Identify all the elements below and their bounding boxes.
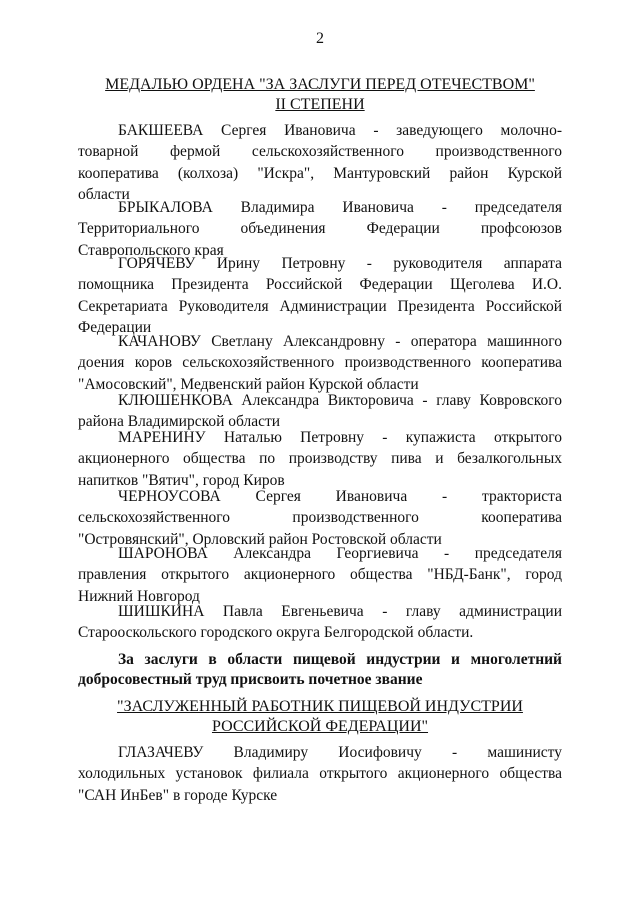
entry-line: "Островянский", Орловский район Ростовской области [78,530,442,548]
entry-line: Секретариата Руководителя Администрации Президента Российской [78,297,562,315]
entry-line: ЧЕРНОУСОВА Сергея Ивановича - тракториста [118,488,562,505]
entry-line: Территориального объединения Федерации профсоюзов [78,220,562,238]
award-heading-line: II СТЕПЕНИ [275,96,365,113]
award-entry [78,601,562,644]
entry-line: кооператива (колхоза) "Искра", Мантуровский район Курской [78,164,562,182]
entry-line: "Амосовский", Медвенский район Курской области [78,375,419,393]
title-heading-line: "ЗАСЛУЖЕННЫЙ РАБОТНИК ПИЩЕВОЙ ИНДУСТРИИ [117,698,523,715]
award-entry [78,197,562,261]
award-heading [60,75,580,115]
entry-line: Федерации [78,318,152,336]
entry-line: КАЧАНОВУ Светлану Александровну - оператора машинного [118,333,562,350]
entry-line: "САН ИнБев" в городе Курске [78,786,278,804]
award-heading-line: МЕДАЛЬЮ ОРДЕНА "ЗА ЗАСЛУГИ ПЕРЕД ОТЕЧЕСТВОМ" [105,76,535,93]
entry-line: напитков "Вятич", город Киров [78,471,285,489]
entry-line: КЛЮШЕНКОВА Александра Викторовича - главу Ковровского [118,392,562,409]
entry-line: ШИШКИНА Павла Евгеньевича - главу администрации [118,603,562,620]
entry-line: помощника Президента Российской Федерации Щеголева И.О. [78,276,562,294]
entry-line: Старооскольского городского округа Белгородской области. [78,624,474,642]
entry-line: области [78,185,130,203]
entry-line: ГЛАЗАЧЕВУ Владимиру Иосифовичу - машинисту [118,744,562,761]
entry-line: ШАРОНОВА Александра Георгиевича - председателя [118,545,562,562]
entry-line: доения коров сельскохозяйственного производственного кооператива [78,354,562,372]
entry-line: БРЫКАЛОВА Владимира Ивановича - председателя [118,199,562,216]
intro-line: добросовестный труд присвоить почетное звание [78,671,423,688]
entry-line: сельскохозяйственного производственного кооператива [78,509,562,527]
entry-line: БАКШЕЕВА Сергея Ивановича - заведующего молочно- [118,122,562,139]
award-entry [78,427,562,491]
entry-line: ГОРЯЧЕВУ Ирину Петровну - руководителя аппарата [118,255,562,272]
final-entry [78,742,562,806]
award-entry [78,331,562,395]
title-heading-line: РОССИЙСКОЙ ФЕДЕРАЦИИ" [211,718,429,735]
page-number: 2 [316,30,324,47]
intro-line: За заслуги в области пищевой индустрии и многолетний [118,651,562,668]
title-award-intro [78,650,562,690]
entry-line: Ставропольского края [78,241,224,259]
entry-line: Нижний Новгород [78,587,200,605]
entry-line: акционерного общества по производству пива и безалкогольных [78,450,562,468]
entry-line: товарной фермой сельскохозяйственного производственного [78,143,562,161]
award-entry [78,486,562,550]
award-entry [78,253,562,338]
entry-line: правления открытого акционерного общества "НБД-Банк", город [78,566,562,584]
title-heading [60,697,580,737]
award-entry [78,120,562,205]
award-entry [78,543,562,607]
entry-line: МАРЕНИНУ Наталью Петровну - купажиста открытого [118,429,562,446]
entry-line: холодильных установок филиала открытого акционерного общества [78,765,562,783]
entry-line: района Владимирской области [78,413,281,431]
